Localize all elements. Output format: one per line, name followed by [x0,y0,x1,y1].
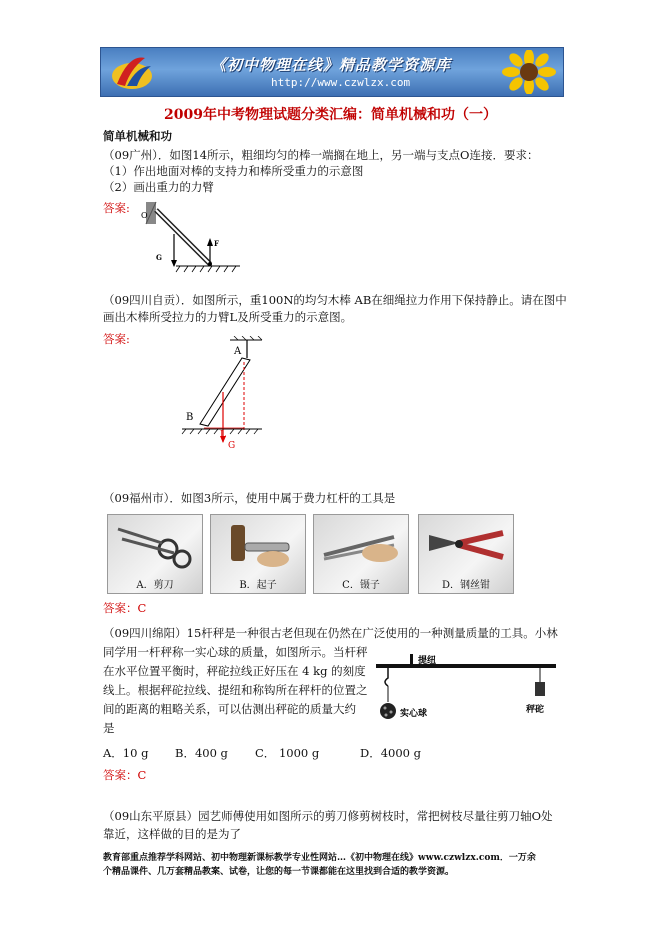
q1-label-g: G [156,253,162,262]
scissors-icon [108,515,202,577]
document-title: 2009年中考物理试题分类汇编：简单机械和功（一） [164,107,497,123]
q4-line1: （09四川绵阳）15杆秤是一种很古老但现在仍然在广泛使用的一种测量质量的工具。小林 [103,626,558,640]
q2-label-b: B [186,412,194,423]
footer-line1: 教育部重点推荐学科网站、初中物理新课标教学专业性网站…《初中物理在线》www.czwlzx.com．一万余 [103,853,536,863]
tool-opener [210,514,306,594]
footer-line2: 个精品课件、几万套精品教案、试卷，让您的每一节课都能在这里找到合适的教学资源。 [103,867,455,877]
q1-requirement-2: （2）画出重力的力臂 [103,180,214,194]
section-heading: 简单机械和功 [103,129,172,143]
q1-label-o: O [141,211,148,220]
q3-stem: （09福州市）．如图3所示，使用中属于费力杠杆的工具是 [103,491,396,505]
bottle-opener-icon [211,515,305,577]
q1-figure [140,196,250,276]
tool-pliers [418,514,514,594]
tool-tweezers [313,514,409,594]
header-banner [100,47,564,97]
q1-requirement-1: （1）作出地面对棒的支持力和棒所受重力的示意图 [103,164,364,178]
site-logo-icon [107,52,157,92]
banner-url[interactable]: http://www.czwlzx.com [271,76,411,89]
q4-option-a: A．10 g [103,746,149,760]
q2-stem-line1: （09四川自贡）．如图所示，重100N的均匀木棒 AB在细绳拉力作用下保持静止。请在图中 [103,293,567,307]
q2-answer-label: 答案: [103,332,130,346]
tool-caption-c: C．镊子 [342,580,380,591]
tool-caption-a: A．剪刀 [136,580,174,591]
q4-line6: 是 [103,721,115,735]
q2-figure [178,336,268,456]
q4-option-c: C． 1000 g [255,746,320,760]
q1-stem: （09广州）．如图14所示，粗细均匀的棒一端搁在地上，另一端与支点O连接．要求： [103,148,539,162]
tool-scissors [107,514,203,594]
q4-line5: 间的距离的粗略关系，可以估测出秤砣的质量大约 [103,702,356,716]
q2-stem-line2: 画出木棒所受拉力的力臂L及所受重力的示意图。 [103,310,353,324]
q5-line2: 靠近，这样做的目的是为了 [103,827,241,841]
q5-line1: （09山东平原县）园艺师傅使用如图所示的剪刀修剪树枝时，常把树枝尽量往剪刀轴O处 [103,809,553,823]
q4-answer: 答案：C [103,768,147,782]
tool-caption-d: D．钢丝钳 [441,580,491,591]
q2-label-g: G [228,441,236,451]
q2-label-a: A [234,346,242,357]
tweezers-icon [314,515,408,577]
q3-answer: 答案：C [103,601,147,615]
q4-line4: 线上。根据秤砣拉线、提纽和称钩所在秤杆的位置之 [103,683,368,697]
q1-label-f: F [214,239,219,248]
sunflower-icon [499,50,559,94]
q4-label-ball: 实心球 [400,709,428,719]
tool-caption-b: B．起子 [239,580,277,591]
q4-steelyard-figure [372,650,562,725]
q4-option-b: B．400 g [175,746,228,760]
banner-title: 《初中物理在线》精品教学资源库 [211,56,452,74]
q4-option-d: D．4000 g [360,746,422,760]
q4-line2: 同学用一杆秤称一实心球的质量，如图所示。当杆秤 [103,645,368,659]
q4-label-weight: 秤砣 [526,705,545,715]
q4-line3: 在水平位置平衡时，秤砣拉线正好压在 4 kg 的刻度 [103,664,366,678]
pliers-icon [419,515,513,577]
q4-label-tiniu: 提纽 [418,656,437,666]
q2-label-l: L [220,430,226,440]
q1-answer-label: 答案: [103,201,130,215]
